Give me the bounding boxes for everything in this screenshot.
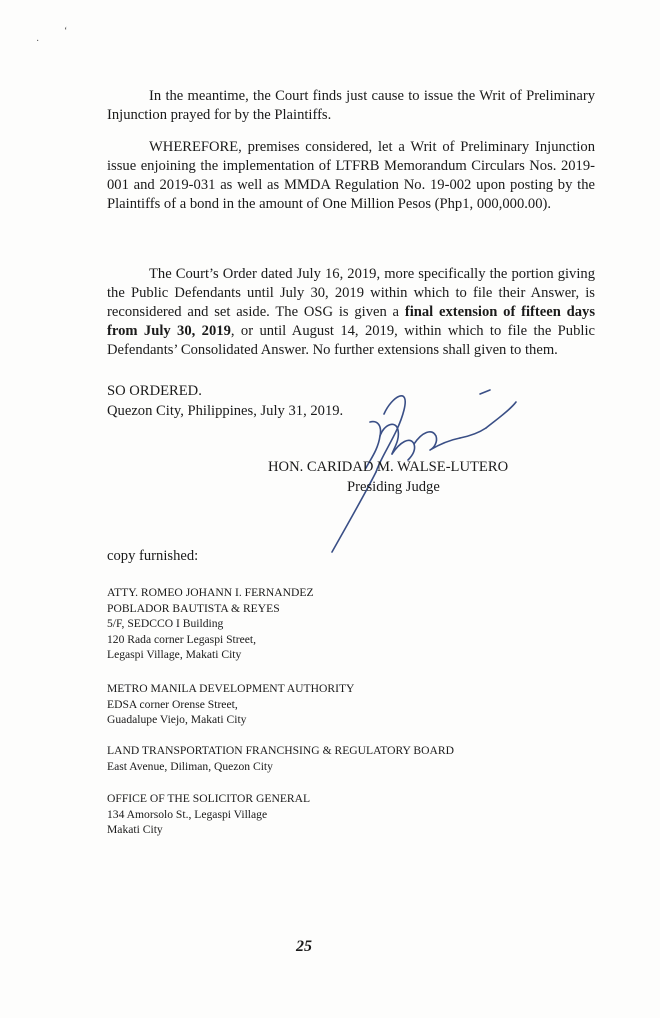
scan-speck: · xyxy=(36,36,40,47)
recipient-name: METRO MANILA DEVELOPMENT AUTHORITY xyxy=(107,682,355,695)
judge-title: Presiding Judge xyxy=(347,479,440,495)
recipient-address-line: Guadalupe Viejo, Makati City xyxy=(107,713,247,727)
so-ordered: SO ORDERED. xyxy=(107,383,202,399)
place-date: Quezon City, Philippines, July 31, 2019. xyxy=(107,403,344,419)
recipient-address-line: 5/F, SEDCCO I Building xyxy=(107,617,224,631)
scan-speck: ʻ xyxy=(64,26,68,37)
paragraph-order-bold: final extension of fifteen days from July 30, 2019 xyxy=(107,304,595,339)
recipient-block xyxy=(107,791,310,838)
paragraph-order-extension xyxy=(107,265,595,360)
judge-name: HON. CARIDAD M. WALSE-LUTERO xyxy=(268,459,509,475)
recipient-address-line: Makati City xyxy=(107,823,163,837)
recipient-address-line: Legaspi Village, Makati City xyxy=(107,648,242,662)
paragraph-order-text-2: , or until August 14, 2019, within which to file the Public Defendants’ Consolidated Answer. No further extensions shall given to them. xyxy=(107,323,595,358)
recipient-address-line: East Avenue, Diliman, Quezon City xyxy=(107,759,273,773)
recipient-address-line: 120 Rada corner Legaspi Street, xyxy=(107,632,257,646)
recipient-block xyxy=(107,681,354,728)
recipient-name: ATTY. ROMEO JOHANN I. FERNANDEZ xyxy=(107,586,314,599)
paragraph-order-text-1: The Court’s Order dated July 16, 2019, more specifically the portion giving the Public Defendants until July 30, 2019 within which to file their Answer, is reconsidered and set aside. The OSG is given a xyxy=(107,266,595,320)
recipient-name: LAND TRANSPORTATION FRANCHSING & REGULATORY BOARD xyxy=(107,744,454,757)
recipient-block xyxy=(107,585,314,663)
page-number: 25 xyxy=(296,938,312,955)
recipient-address-line: 134 Amorsolo St., Legaspi Village xyxy=(107,807,268,821)
recipient-address-line: EDSA corner Orense Street, xyxy=(107,697,238,711)
recipient-block xyxy=(107,743,454,774)
paragraph-injunction-cause: In the meantime, the Court finds just cause to issue the Writ of Preliminary Injunction prayed for by the Plaintiffs. xyxy=(107,88,595,123)
recipient-name: OFFICE OF THE SOLICITOR GENERAL xyxy=(107,792,311,805)
recipient-address-line: POBLADOR BAUTISTA & REYES xyxy=(107,601,280,615)
paragraph-wherefore: WHEREFORE, premises considered, let a Writ of Preliminary Injunction issue enjoining the implementation of LTFRB Memorandum Circulars Nos. 2019-001 and 2019-031 as well as MMDA Regulation No. 19-002 upon posting by the Plaintiffs of a bond in the amount of One Million Pesos (Php1, 000,000.00). xyxy=(107,139,595,212)
copy-furnished-label: copy furnished: xyxy=(107,548,199,564)
